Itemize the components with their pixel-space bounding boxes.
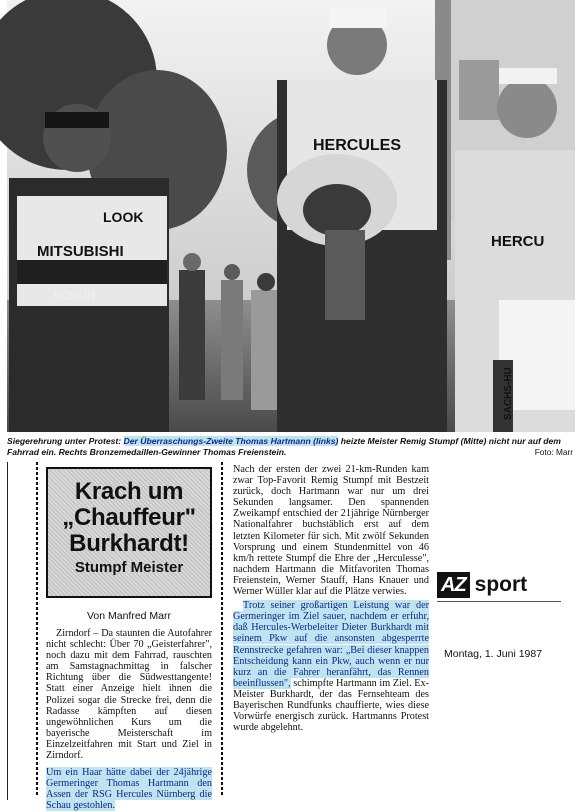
headline-title: Krach um „Chauffeur" Burkhardt! xyxy=(62,478,196,557)
jersey-text-look: LOOK xyxy=(103,209,144,225)
publication-date: Montag, 1. Juni 1987 xyxy=(444,648,543,660)
column-rule-left xyxy=(36,462,38,797)
caption-rest: heizte Meister Remig Stumpf (Mitte) nicht nur auf dem Fahrrad ein. Rechts Bronzemedaillen-Gewinner Thomas Freienstein. xyxy=(7,436,561,457)
podium-photo-drawing xyxy=(7,0,575,432)
headline-subtitle: Stumpf Meister xyxy=(74,559,184,576)
article-column-2 xyxy=(233,464,429,733)
jersey-text-mitsubishi: MITSUBISHI xyxy=(37,243,124,260)
az-sport-logo xyxy=(437,570,561,600)
photo-caption xyxy=(7,436,575,458)
article-column-1 xyxy=(46,628,212,812)
headline-box xyxy=(46,467,212,598)
podium-photo xyxy=(7,0,575,432)
masthead-rule xyxy=(437,601,561,602)
caption-lead: Siegerehrung unter Protest: xyxy=(7,436,124,446)
article-paragraph-4-rest: schimpfte Hartmann im Ziel. Ex-Meister Burkhardt, der das Fernsehteam des Bayerischen Rundfunks chauffierte, wies diese Vorwürfe energisch zurück. Hartmanns Protest wurde abgelehnt. xyxy=(233,677,429,734)
jersey-text-sachs: SACHS-HU xyxy=(503,367,514,420)
article-paragraph-3: Nach der ersten der zwei 21-km-Runden kam zwar Top-Favorit Remig Stumpf mit Bestzeit zurück, doch Hartmann war nur um drei Sekunden langsamer. Den spannenden Zweikampf entschied der 21jährige Nürnberger Nationalfahrer buchstäblich erst auf dem letzten Kilometer für sich. Mit zwölf Sekunden Vorsprung und einem Stundenmittel von 46 km/h rettete Stumpf die Ehre der „Herculesse", nachdem Hartmann die Mitfavoriten Thomas Freienstein, Werner Stauff, Hans Knauer und Werner Wüller klar auf die Plätze verwies. xyxy=(233,464,429,598)
article-paragraph-4-highlight: Trotz seiner großartigen Leistung war der Germeringer im Ziel sauer, nachdem er erfuhr, daß Hercules-Werbeleiter Dieter Burkhardt mit seinem Pkw auf die ansonsten abgesperrte Rennstrecke gefahren war: „Bei dieser knappen Entscheidung kann ein Pkw, auch wenn er nur kurz an die Fahrer heranfährt, das Rennen beeinflussen", xyxy=(233,600,429,689)
column-rule-middle xyxy=(221,462,223,797)
jersey-text-hercules: HERCULES xyxy=(313,137,402,154)
az-logo-word: sport xyxy=(474,573,528,596)
photo-credit: Foto: Marr xyxy=(534,447,573,457)
byline: Von Manfred Marr xyxy=(86,610,172,622)
az-logo-mark: AZ xyxy=(437,572,470,598)
article-paragraph-2: Um ein Haar hätte dabei der 24jährige Germeringer Thomas Hartmann den Assen der RSG Hercules Nürnberg die Schau gestohlen. xyxy=(46,767,212,812)
caption-highlight: Der Überraschungs-Zweite Thomas Hartmann (links) xyxy=(123,436,339,446)
jersey-text-hercu: HERCU xyxy=(491,233,545,250)
article-paragraph-1: Zirndorf – Da staunten die Autofahrer nicht schlecht: Über 70 „Geisterfahrer", noch dazu mit dem Fahrrad, rauschten am Samstagnachmittag in falscher Richtung über die Südwesttangente! Statt einer Anzeige hielt ihnen die Polizei sogar die Strecke frei, denn die Radasse kämpften auf diesen ungewöhnlichen Kurs um die bayerische Meisterschaft im Einzelzeitfahren mit Start und Ziel in Zirndorf. xyxy=(46,628,212,762)
jersey-text-schuh: SCHUH xyxy=(53,289,96,303)
page-edge-rule xyxy=(7,462,8,800)
